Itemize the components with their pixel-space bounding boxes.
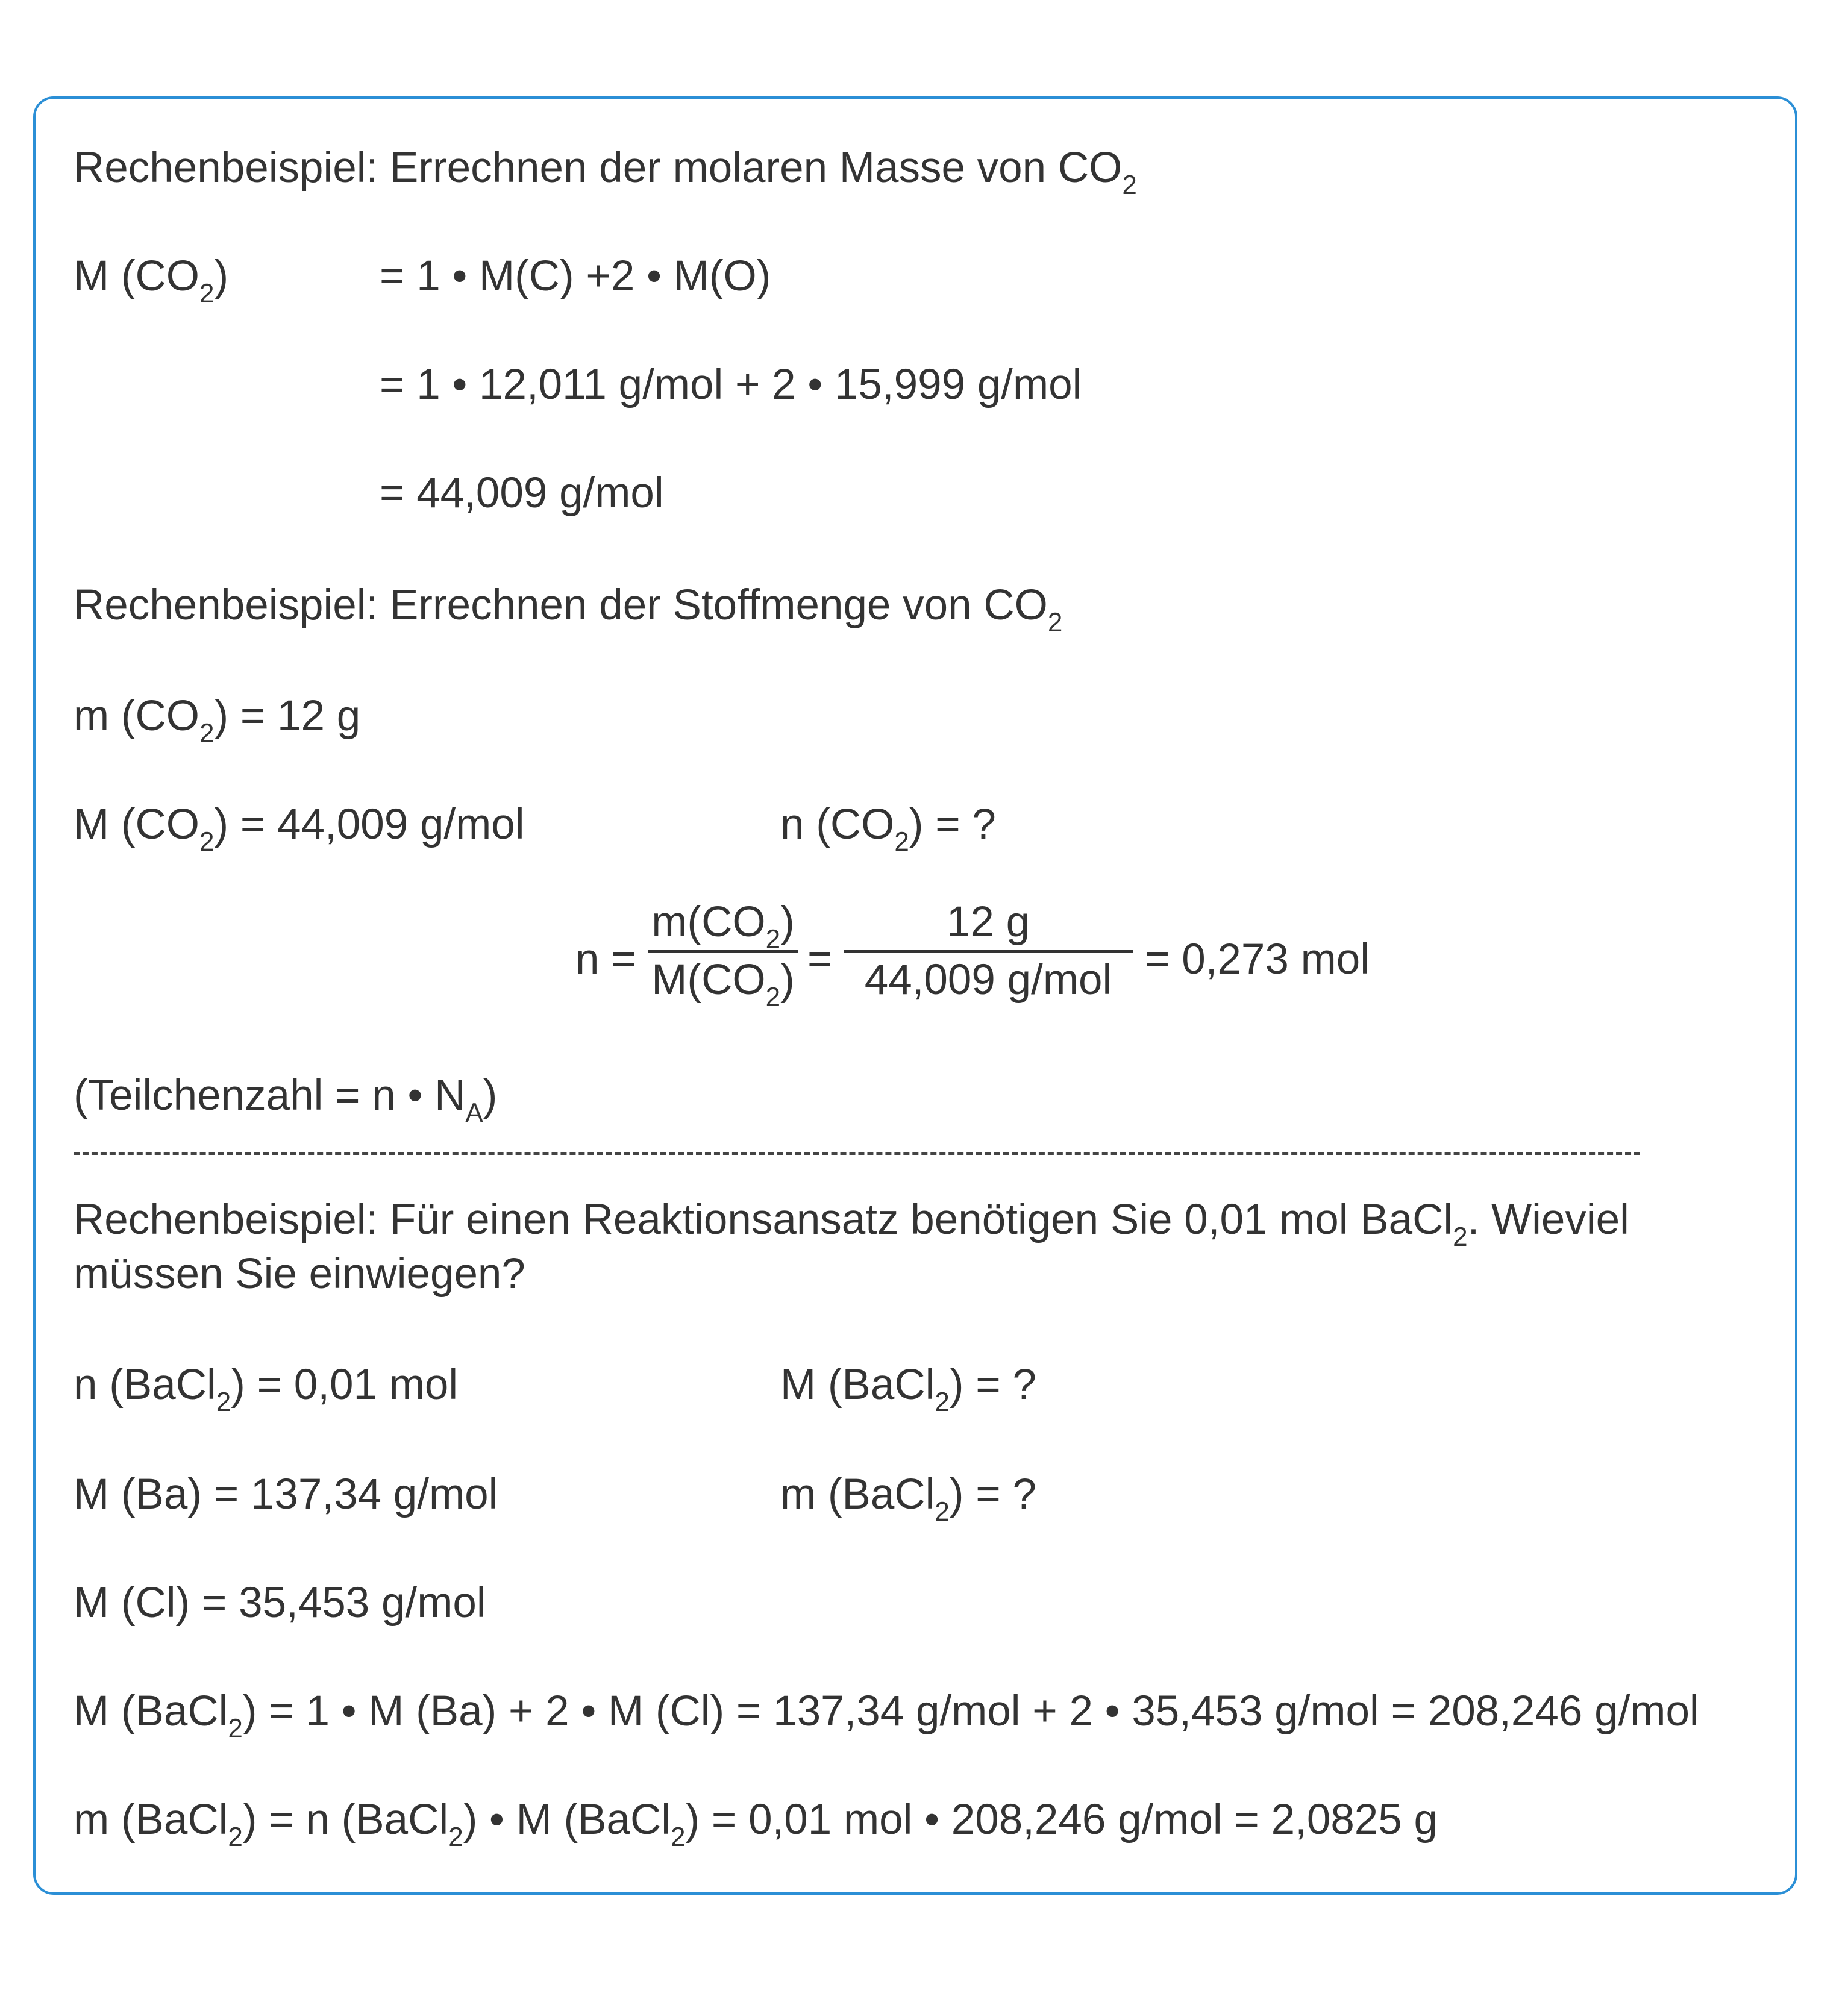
fraction2-numerator: 12 g [946,898,1030,946]
particle-count-note: (Teilchenzahl = n • $N_A$) [74,1072,498,1128]
fraction-mass-over-molar-mass [648,898,798,1012]
example1-title: Rechenbeispiel: Errechnen der molaren Masse von $CO_2$ [74,144,1137,200]
calc-mass-bacl2: m (BaCl$_2$) = n (BaCl$_2$) • M (BaCl$_2$) = 0,01 mol • 208,246 g/mol = 2,0825 g [74,1796,1438,1852]
molar-mass-lhs: M $(CO_2)$ [74,252,229,308]
fraction-values [844,898,1133,1004]
molar-mass-ba: M (Ba) = 137,34 g/mol [74,1471,498,1518]
unknown-amount: n $(CO_2)$ = ? [780,801,996,857]
given-mass: m $(CO_2) = 12$ g [74,692,361,748]
formula-result: = 0,273 mol [1145,936,1370,983]
fraction1-denominator: $M(CO_2)$ [651,956,795,1012]
formula-lhs: n = [575,936,636,983]
fraction1-numerator: $m(CO_2)$ [651,898,795,954]
dashed-divider [74,1152,1640,1155]
fraction2-denominator: 44,009 g/mol [864,956,1112,1004]
fraction2-bar [844,950,1133,953]
unknown-molar-mass-bacl2: M (BaCl$_2$) = ? [780,1361,1036,1417]
molar-mass-eq1: = 1 • M(C) +2 • M(O) [380,252,771,300]
unknown-mass-bacl2: m (BaCl$_2$) = ? [780,1471,1036,1527]
example3-title: Rechenbeispiel: Für einen Reaktionsansatz benötigen Sie 0,01 mol BaCl$_2$. Wieviel müssen Sie einwiegen? [74,1196,1629,1298]
example2-title: Rechenbeispiel: Errechnen der Stoffmenge von $CO_2$ [74,581,1063,637]
molar-mass-cl: M (Cl) = 35,453 g/mol [74,1579,486,1627]
formula-equals: = [807,936,833,983]
given-molar-mass: M $(CO_2) = 44,009$ g/mol [74,801,525,857]
molar-mass-eq3: = 44,009 g/mol [380,469,664,517]
given-amount-bacl2: n (BaCl$_2$) = 0,01 mol [74,1361,459,1417]
calc-molar-mass-bacl2: M (BaCl$_2$) = 1 • M (Ba) + 2 • M (Cl) = 137,34 g/mol + 2 • 35,453 g/mol = 208,246 g/mol [74,1687,1699,1744]
molar-mass-eq2: = 1 • 12,011 g/mol + 2 • 15,999 g/mol [380,361,1082,408]
